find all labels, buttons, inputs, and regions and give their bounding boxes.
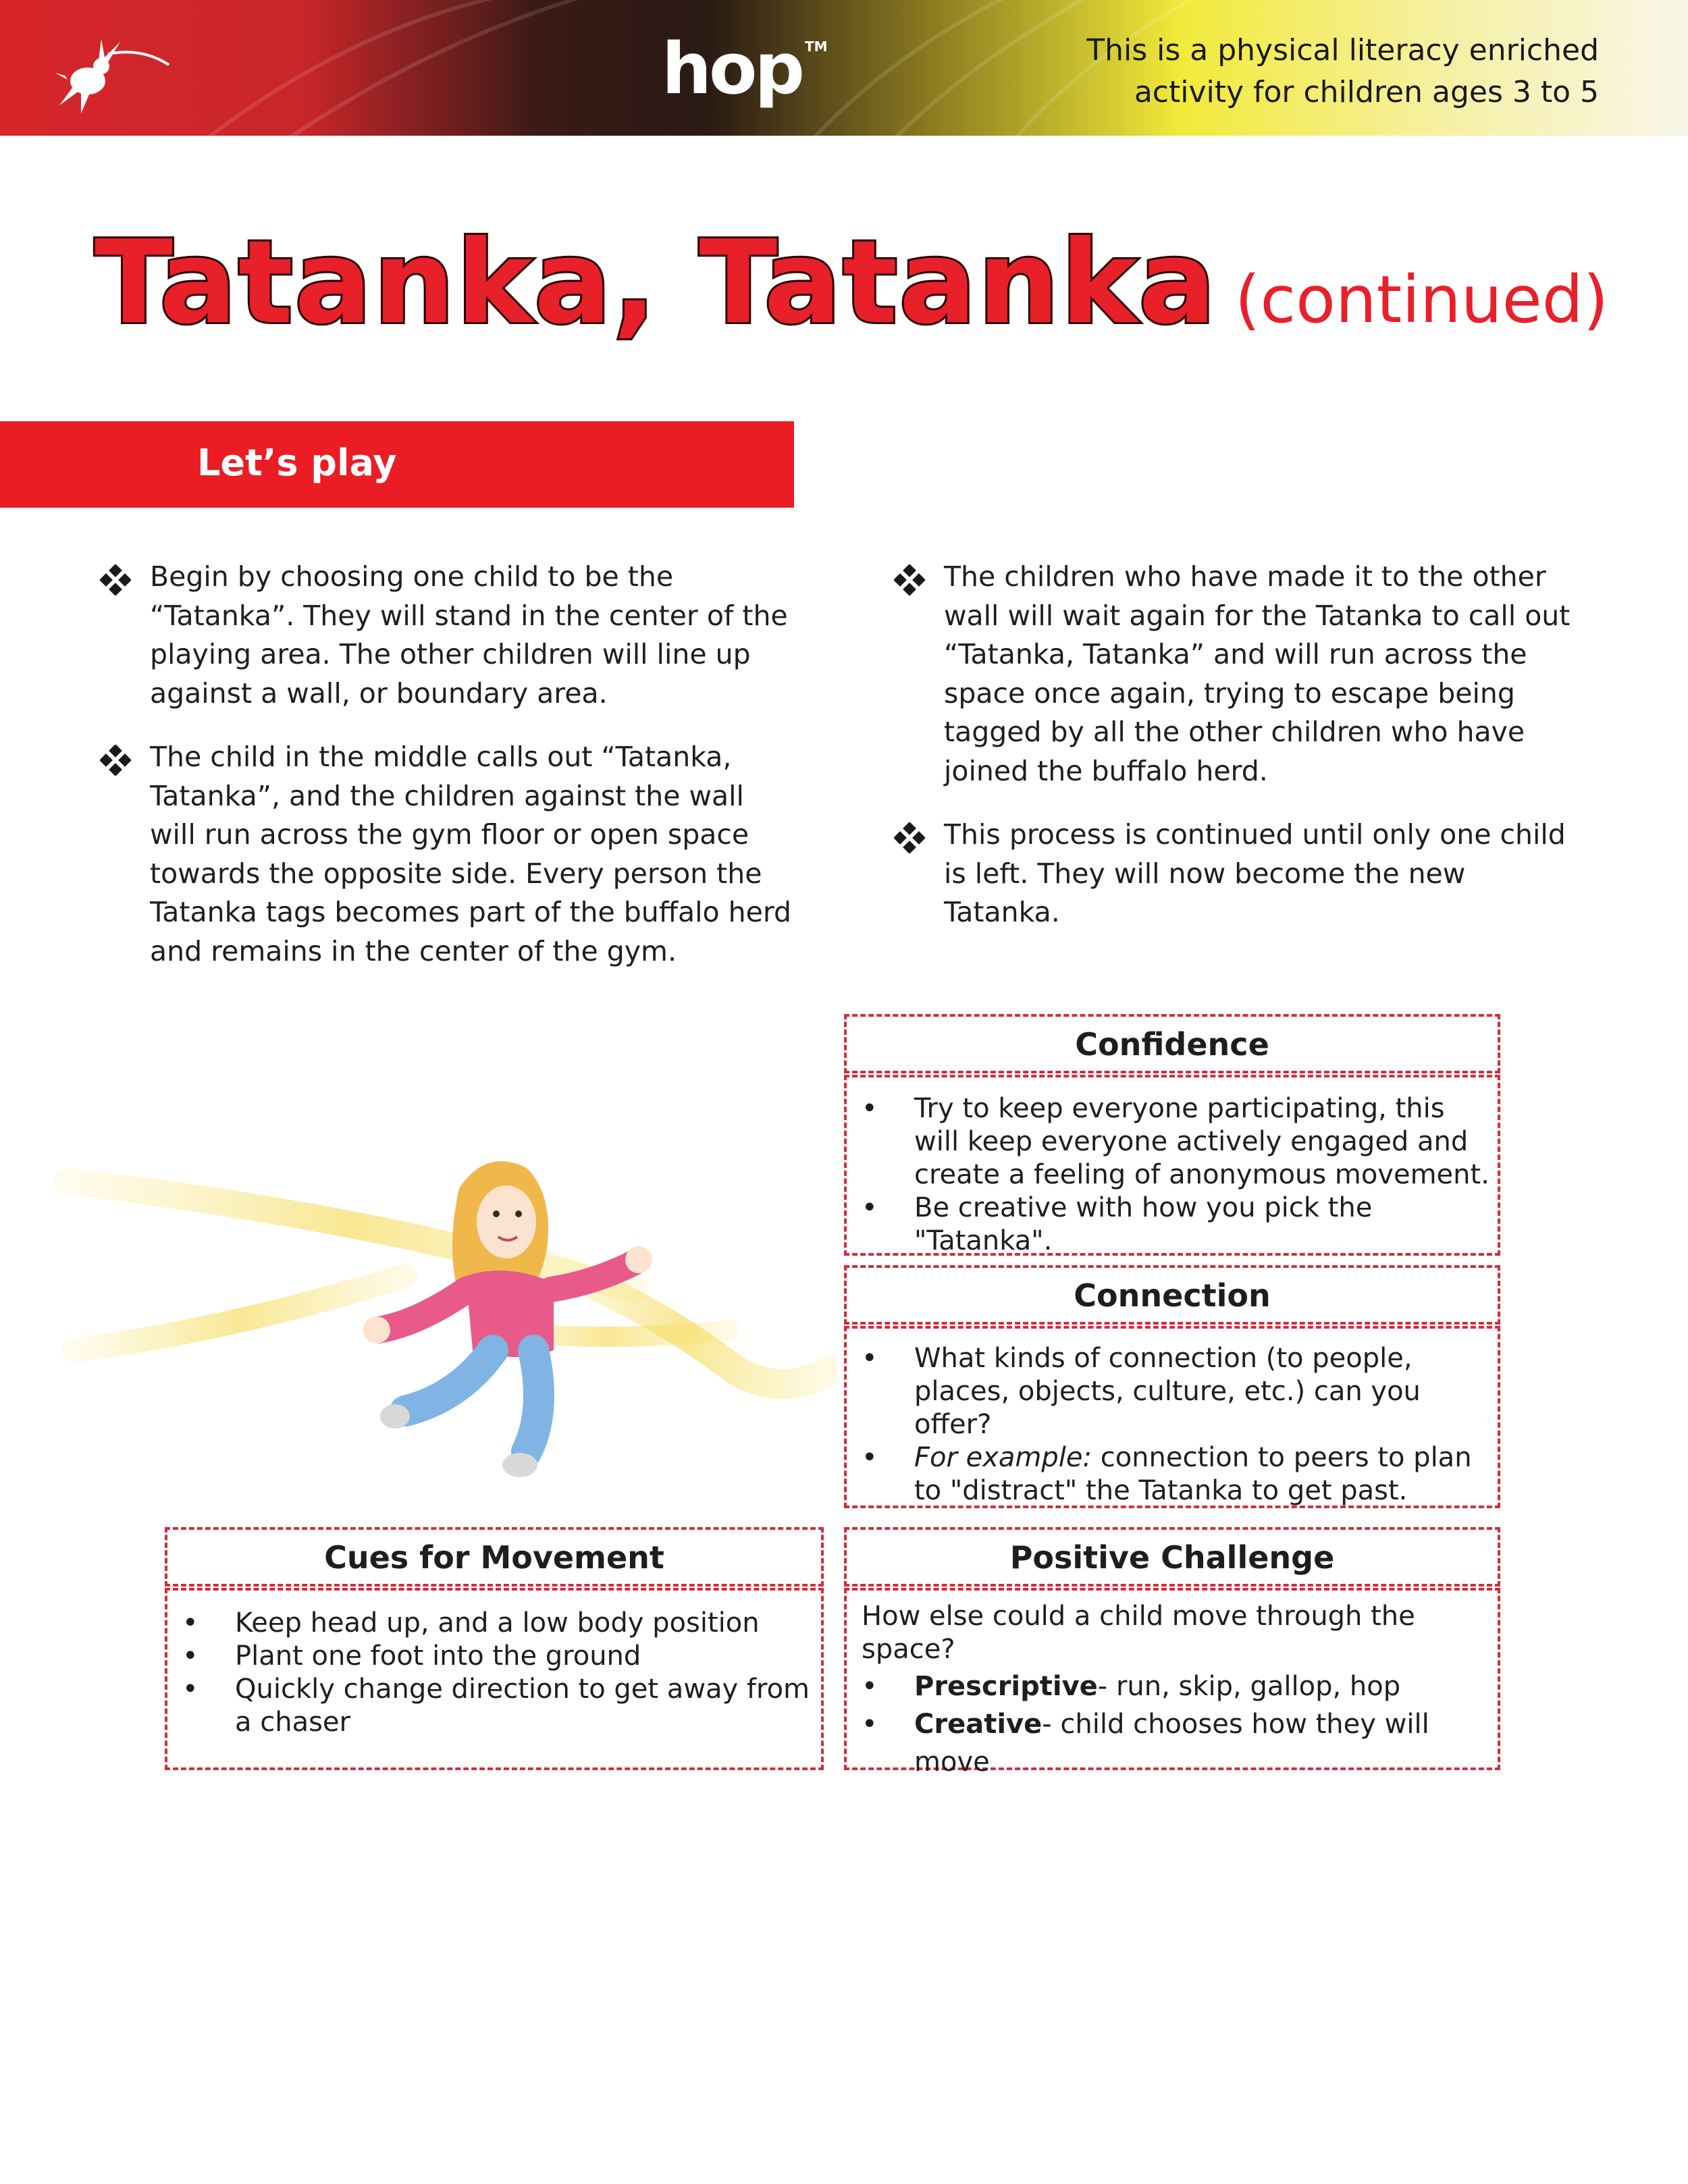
diamond-bullet-icon <box>894 822 925 853</box>
confidence-title: Confidence <box>1075 1026 1269 1063</box>
page-title-sub: (continued) <box>1234 262 1609 338</box>
cues-list <box>174 1607 812 1739</box>
lets-play-step <box>894 558 1576 791</box>
diamond-bullet-icon <box>100 745 131 776</box>
diamond-bullet-icon <box>894 564 925 595</box>
lets-play-right-column <box>894 558 1576 957</box>
tagline-line-2: activity for children ages 3 to 5 <box>1134 75 1599 109</box>
list-item: • For example: connection to peers to plan to "distract" the Tatanka to get past. <box>862 1442 1472 1506</box>
list-item: • Plant one foot into the ground <box>182 1641 641 1672</box>
lets-play-step-text: The child in the middle calls out “Tatanka, Tatanka”, and the children against the wall will run across the gym floor or open space towards the opposite side. Every person the Tatanka tags becomes part of the buffalo herd and remains in the center of the gym. <box>150 741 792 967</box>
cues-title-box <box>165 1527 824 1587</box>
section-header-bar <box>0 421 794 508</box>
connection-list <box>853 1342 1491 1508</box>
list-item: • What kinds of connection (to people, places, objects, culture, etc.) can you offer? <box>862 1343 1421 1440</box>
hop-logo: hop ™ <box>662 28 828 110</box>
page-title-main: Tatanka, Tatanka <box>95 216 1217 350</box>
list-item: • Creative- child chooses how they will move <box>862 1709 1429 1778</box>
challenge-title-box <box>844 1527 1500 1587</box>
page-title <box>95 216 1608 350</box>
confidence-title-box <box>844 1014 1500 1073</box>
tagline-line-1: This is a physical literacy enriched <box>1086 33 1599 68</box>
header-banner <box>0 0 1688 136</box>
cues-content-box <box>165 1588 824 1770</box>
list-item: • Be creative with how you pick the "Tatanka". <box>862 1192 1373 1256</box>
lets-play-left-column <box>100 558 795 996</box>
connection-example-label: For example: <box>914 1442 1092 1473</box>
running-girl-illustration <box>54 1127 837 1492</box>
lets-play-step-text: Begin by choosing one child to be the “Tatanka”. They will stand in the center of the playing area. The other children will line up against a wall, or boundary area. <box>150 560 788 710</box>
diamond-bullet-icon <box>100 564 131 595</box>
challenge-item-label: Prescriptive <box>914 1671 1098 1702</box>
challenge-content-box <box>844 1588 1500 1778</box>
list-item: • Quickly change direction to get away from a chaser <box>182 1674 810 1738</box>
lets-play-step <box>100 558 795 713</box>
lets-play-step <box>894 816 1576 932</box>
connection-title: Connection <box>1074 1277 1271 1314</box>
list-item: • Keep head up, and a low body position <box>182 1607 760 1639</box>
connection-title-box <box>844 1265 1500 1325</box>
list-item: • Try to keep everyone participating, this will keep everyone actively engaged and create a feeling of anonymous movement. <box>862 1093 1489 1190</box>
lets-play-step-text: The children who have made it to the other wall will wait again for the Tatanka to call out “Tatanka, Tatanka” and will run across the space once again, trying to escape being tagged by all the other children who have joined the buffalo herd. <box>944 560 1571 787</box>
section-header-label: Let’s play <box>197 442 397 484</box>
cues-title: Cues for Movement <box>324 1539 664 1576</box>
lets-play-step-text: This process is continued until only one child is left. They will now become the new Tatanka. <box>944 818 1566 928</box>
connection-content-box <box>844 1326 1500 1508</box>
challenge-item-label: Creative <box>914 1709 1043 1740</box>
list-item: • Prescriptive- run, skip, gallop, hop <box>862 1671 1401 1702</box>
lets-play-step <box>100 738 795 971</box>
confidence-content-box <box>844 1075 1500 1256</box>
tagline <box>1086 30 1599 113</box>
challenge-list <box>853 1668 1491 1781</box>
challenge-question: How else could a child move through the space? <box>862 1601 1415 1665</box>
confidence-list <box>853 1092 1491 1258</box>
challenge-title: Positive Challenge <box>1009 1539 1335 1576</box>
